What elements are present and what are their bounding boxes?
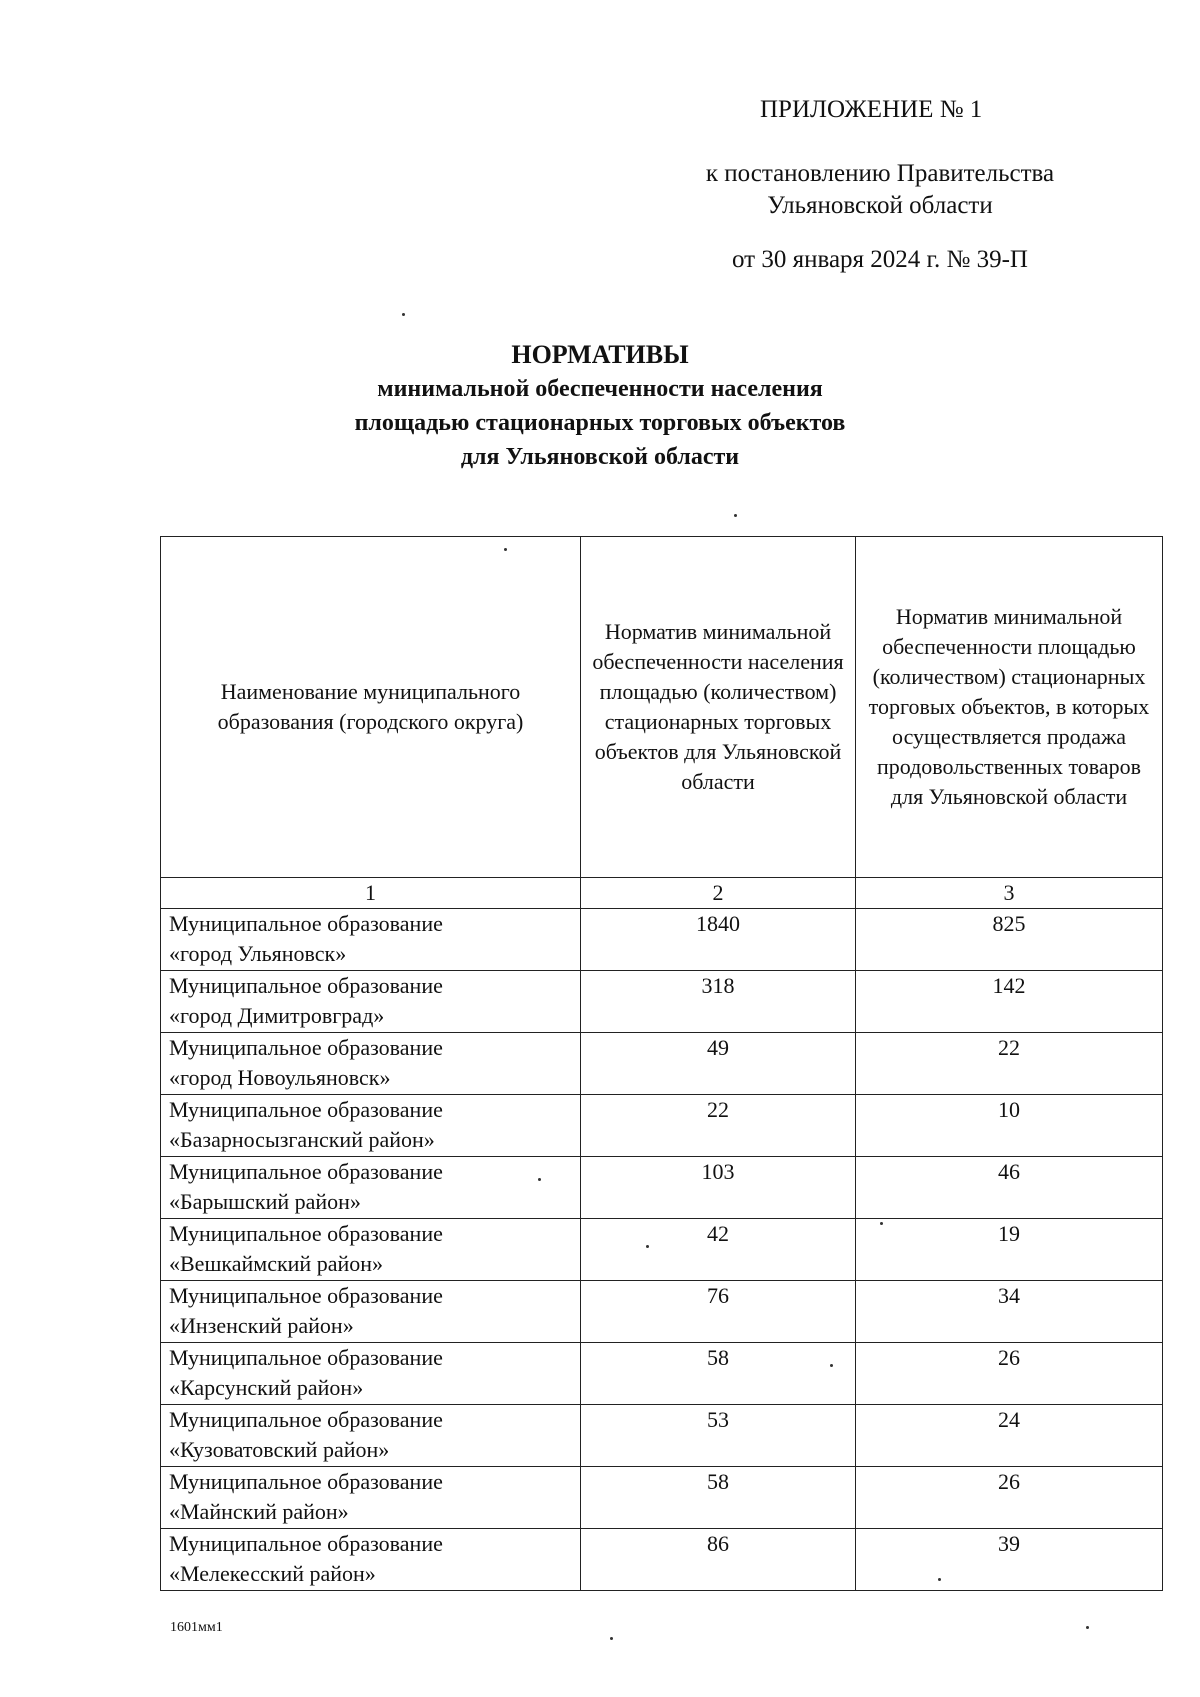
norms-table: [160, 536, 1163, 1591]
population-norm-value: 86: [581, 1529, 856, 1591]
food-trade-norm-value: 10: [856, 1095, 1163, 1157]
column-number-row: [161, 878, 1163, 909]
table-row: [161, 1405, 1163, 1467]
municipality-name-cell: [161, 1219, 581, 1281]
table-row: [161, 1033, 1163, 1095]
municipality-type: Муниципальное образование: [169, 1035, 443, 1060]
scan-speck: [938, 1578, 941, 1581]
food-trade-norm-value: 142: [856, 971, 1163, 1033]
municipality-name-cell: [161, 971, 581, 1033]
table-row: [161, 1529, 1163, 1591]
municipality-name: «Мелекесский район»: [169, 1561, 376, 1586]
municipality-name: «Базарносызганский район»: [169, 1127, 435, 1152]
population-norm-value: 103: [581, 1157, 856, 1219]
document-title-line2: площадью стационарных торговых объектов: [354, 410, 846, 436]
header-population-norm: Норматив минимальной обеспеченности населения площадью (количеством) стационарных торговых объектов для Ульяновской области: [581, 537, 856, 878]
header-municipality-name: Наименование муниципального образования (городского округа): [161, 537, 581, 878]
scan-speck: [880, 1222, 883, 1225]
municipality-type: Муниципальное образование: [169, 1531, 443, 1556]
food-trade-norm-value: 26: [856, 1467, 1163, 1529]
population-norm-value: 42: [581, 1219, 856, 1281]
municipality-type: Муниципальное образование: [169, 1097, 443, 1122]
column-number: 2: [581, 878, 856, 909]
municipality-name-cell: [161, 1281, 581, 1343]
municipality-type: Муниципальное образование: [169, 1159, 443, 1184]
population-norm-value: 22: [581, 1095, 856, 1157]
table-header-row: [161, 537, 1163, 878]
food-trade-norm-value: 22: [856, 1033, 1163, 1095]
municipality-name-cell: [161, 1405, 581, 1467]
population-norm-value: 76: [581, 1281, 856, 1343]
municipality-name: «Майнский район»: [169, 1499, 349, 1524]
municipality-name: «Вешкаймский район»: [169, 1251, 384, 1276]
table-row: [161, 1281, 1163, 1343]
table-row: [161, 1095, 1163, 1157]
table-row: [161, 909, 1163, 971]
municipality-type: Муниципальное образование: [169, 1283, 443, 1308]
municipality-name: «город Димитровград»: [169, 1003, 385, 1028]
food-trade-norm-value: 34: [856, 1281, 1163, 1343]
table-row: [161, 1343, 1163, 1405]
population-norm-value: 53: [581, 1405, 856, 1467]
population-norm-value: 58: [581, 1343, 856, 1405]
scan-speck: [610, 1637, 613, 1640]
food-trade-norm-value: 825: [856, 909, 1163, 971]
scan-speck: [504, 548, 507, 551]
municipality-name-cell: [161, 1343, 581, 1405]
food-trade-norm-value: 19: [856, 1219, 1163, 1281]
food-trade-norm-value: 39: [856, 1529, 1163, 1591]
municipality-name-cell: [161, 1467, 581, 1529]
municipality-type: Муниципальное образование: [169, 1407, 443, 1432]
food-trade-norm-value: 24: [856, 1405, 1163, 1467]
appendix-label: ПРИЛОЖЕНИЕ № 1: [760, 96, 983, 123]
municipality-name: «город Новоульяновск»: [169, 1065, 391, 1090]
document-title-main: НОРМАТИВЫ: [511, 340, 689, 369]
municipality-name-cell: [161, 1157, 581, 1219]
municipality-name: «Карсунский район»: [169, 1375, 364, 1400]
decree-reference: [640, 158, 1120, 222]
municipality-type: Муниципальное образование: [169, 973, 443, 998]
document-code: 1601мм1: [170, 1620, 223, 1635]
header-food-trade-norm: Норматив минимальной обеспеченности площадью (количеством) стационарных торговых объектов, в которых осуществляется продажа продовольственных товаров для Ульяновской области: [856, 537, 1163, 878]
table-row: [161, 1467, 1163, 1529]
column-number: 1: [161, 878, 581, 909]
population-norm-value: 49: [581, 1033, 856, 1095]
decree-reference-line1: к постановлению Правительства: [705, 160, 1055, 187]
population-norm-value: 1840: [581, 909, 856, 971]
municipality-type: Муниципальное образование: [169, 1469, 443, 1494]
municipality-name: «Барышский район»: [169, 1189, 361, 1214]
scan-speck: [402, 313, 405, 316]
scan-speck: [538, 1178, 541, 1181]
food-trade-norm-value: 46: [856, 1157, 1163, 1219]
scan-speck: [646, 1245, 649, 1248]
municipality-type: Муниципальное образование: [169, 1221, 443, 1246]
decree-date: от 30 января 2024 г. № 39-П: [732, 246, 1028, 273]
table-row: [161, 1157, 1163, 1219]
municipality-type: Муниципальное образование: [169, 1345, 443, 1370]
municipality-name-cell: [161, 1095, 581, 1157]
scan-speck: [734, 514, 737, 517]
column-number: 3: [856, 878, 1163, 909]
table-row: [161, 1219, 1163, 1281]
population-norm-value: 58: [581, 1467, 856, 1529]
document-title-line3: для Ульяновской области: [460, 444, 740, 470]
document-title: [200, 338, 1000, 474]
scan-speck: [830, 1364, 833, 1367]
municipality-name-cell: [161, 1529, 581, 1591]
document-title-line1: минимальной обеспеченности населения: [377, 376, 823, 402]
table-row: [161, 971, 1163, 1033]
municipality-name: «Инзенский район»: [169, 1313, 354, 1338]
municipality-name-cell: [161, 909, 581, 971]
municipality-name: «Кузоватовский район»: [169, 1437, 390, 1462]
decree-reference-line2: Ульяновской области: [767, 192, 993, 219]
food-trade-norm-value: 26: [856, 1343, 1163, 1405]
population-norm-value: 318: [581, 971, 856, 1033]
municipality-name-cell: [161, 1033, 581, 1095]
scan-speck: [1086, 1626, 1089, 1629]
municipality-type: Муниципальное образование: [169, 911, 443, 936]
municipality-name: «город Ульяновск»: [169, 941, 347, 966]
